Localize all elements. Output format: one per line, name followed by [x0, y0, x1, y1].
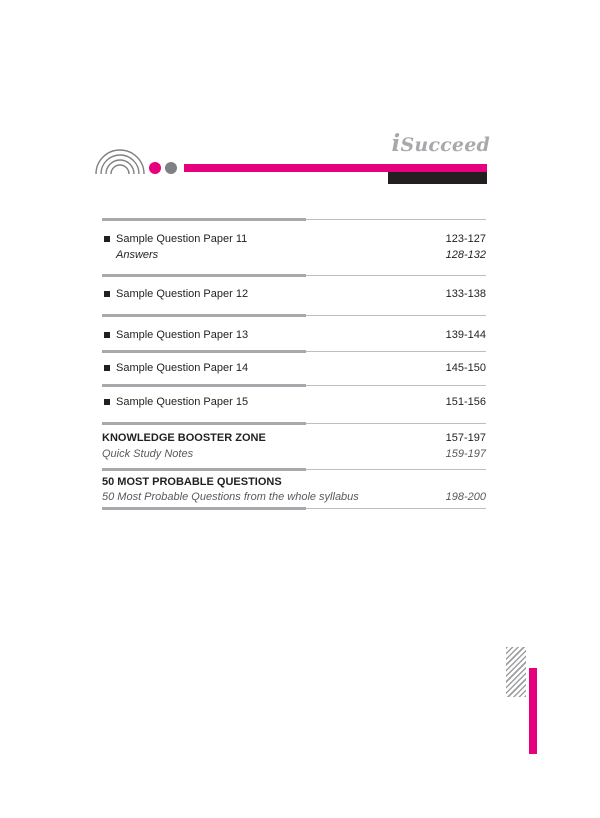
square-bullet-icon: [104, 236, 110, 242]
section-title: KNOWLEDGE BOOSTER ZONE: [102, 432, 266, 444]
side-accent-bar: [529, 668, 537, 754]
square-bullet-icon: [104, 332, 110, 338]
toc-entry-title: Sample Question Paper 13: [116, 329, 249, 341]
brand-prefix: i: [391, 130, 401, 157]
toc-entry-title: Sample Question Paper 12: [116, 288, 249, 300]
toc-subentry-pages: 128-132: [445, 249, 486, 261]
section-subtitle: Quick Study Notes: [102, 448, 194, 460]
toc-entry[interactable]: [102, 317, 486, 350]
section-pages: 157-197: [445, 432, 486, 444]
toc-section[interactable]: [102, 425, 486, 468]
brand-logo: [390, 130, 490, 157]
section-subtitle-pages: 198-200: [445, 491, 486, 503]
divider: [102, 507, 486, 510]
toc-entry-title: Sample Question Paper 11: [116, 233, 248, 245]
toc-entry-pages: 145-150: [445, 362, 486, 374]
pink-dot: [149, 162, 161, 174]
toc-entry[interactable]: [102, 387, 486, 422]
square-bullet-icon: [104, 399, 110, 405]
toc-entry[interactable]: [102, 353, 486, 384]
gray-dot: [165, 162, 177, 174]
toc-entry[interactable]: [102, 277, 486, 314]
toc-entry-pages: 151-156: [445, 396, 486, 408]
toc-entry-title: Sample Question Paper 14: [116, 362, 249, 374]
toc-entry-pages: 133-138: [445, 288, 486, 300]
header-accent-bar: [184, 164, 487, 172]
toc-section[interactable]: [102, 471, 486, 507]
concentric-arcs-icon: [94, 149, 146, 175]
toc-entry-title: Sample Question Paper 15: [116, 396, 249, 408]
toc-subentry-title: Answers: [116, 249, 159, 261]
section-subtitle: 50 Most Probable Questions from the whole syllabus: [102, 491, 359, 503]
brand-name: Succeed: [400, 134, 490, 156]
header-dark-bar: [388, 172, 487, 184]
table-of-contents: [102, 218, 486, 510]
square-bullet-icon: [104, 365, 110, 371]
section-subtitle-pages: 159-197: [445, 448, 486, 460]
toc-entry-pages: 123-127: [445, 233, 486, 245]
toc-entry-pages: 139-144: [445, 329, 486, 341]
section-title: 50 MOST PROBABLE QUESTIONS: [102, 476, 282, 488]
square-bullet-icon: [104, 291, 110, 297]
hatched-decoration: [506, 647, 526, 697]
toc-entry[interactable]: [102, 221, 486, 274]
